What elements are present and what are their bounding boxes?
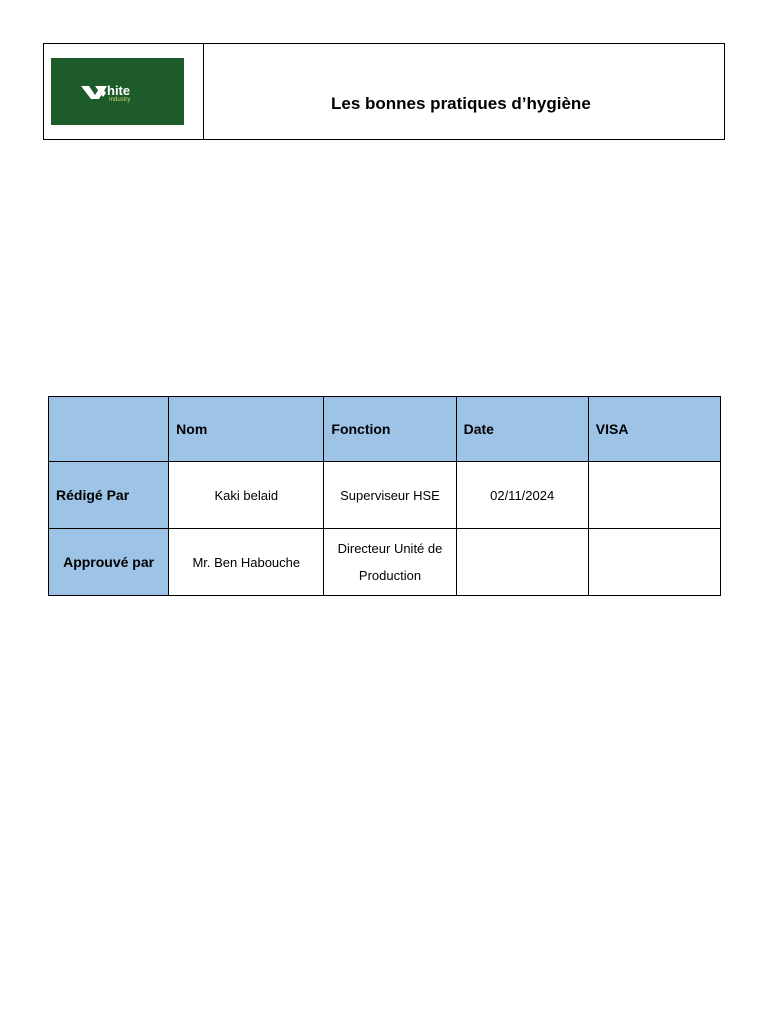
header-fonction: Fonction [324, 397, 456, 462]
signature-table [48, 396, 721, 596]
svg-text:hite: hite [107, 83, 131, 98]
cell-nom: Mr. Ben Habouche [169, 529, 324, 596]
table-header-row [49, 397, 721, 462]
cell-visa [588, 462, 720, 529]
header-nom: Nom [169, 397, 324, 462]
cell-fonction: Directeur Unité de Production [324, 529, 456, 596]
header-empty-cell [49, 397, 169, 462]
table-row [49, 529, 721, 596]
company-logo [51, 58, 184, 125]
header-date: Date [456, 397, 588, 462]
table-row [49, 462, 721, 529]
row-label-redige: Rédigé Par [49, 462, 169, 529]
cell-visa [588, 529, 720, 596]
cell-fonction: Superviseur HSE [324, 462, 456, 529]
document-header [43, 43, 725, 140]
logo-cell [44, 44, 204, 139]
header-visa: VISA [588, 397, 720, 462]
cell-date: 02/11/2024 [456, 462, 588, 529]
title-cell [204, 44, 724, 139]
row-label-approuve: Approuvé par [49, 529, 169, 596]
cell-date [456, 529, 588, 596]
cell-nom: Kaki belaid [169, 462, 324, 529]
svg-text:Industry: Industry [109, 97, 131, 103]
document-title: Les bonnes pratiques d’hygiène [331, 94, 591, 113]
